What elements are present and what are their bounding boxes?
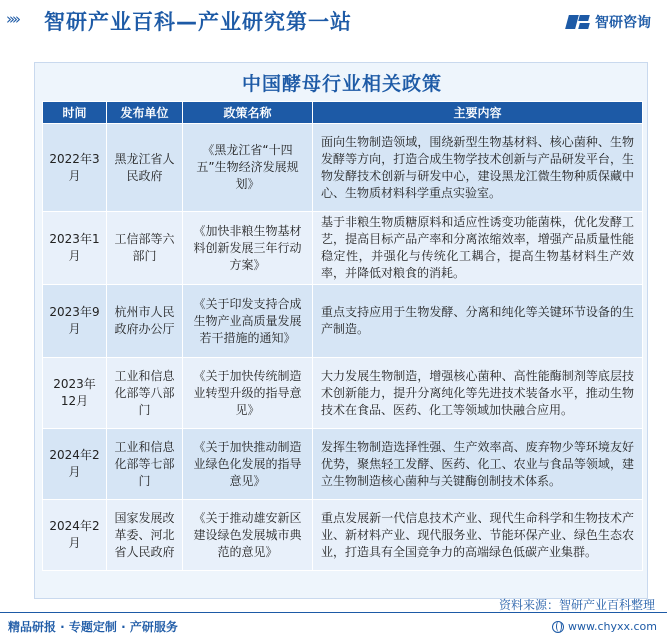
cell-content: 面向生物制造领域，围绕新型生物基材料、核心菌种、生物发酵等方向，打造合成生物学技术创新与产品研发平台，生物发酵技术创新与研发中心，建设黑龙江微生物种质保藏中心、生物质材料科学重点实验室。 <box>313 124 643 212</box>
table-header-row <box>43 102 643 124</box>
footer-services: 精品研报 · 专题定制 · 产研服务 <box>8 620 178 634</box>
table-row <box>43 500 643 571</box>
cell-time: 2023年9月 <box>43 285 107 358</box>
table-title: 中国酵母行业相关政策 <box>241 73 442 95</box>
table-row <box>43 285 643 358</box>
brand-logo-icon <box>567 13 591 31</box>
cell-policy-name: 《加快非粮生物基材料创新发展三年行动方案》 <box>183 212 313 285</box>
column-header-unit: 发布单位 <box>107 102 183 124</box>
page-header <box>0 0 667 44</box>
table-row <box>43 429 643 500</box>
data-source-note: 资料来源：智研产业百科整理 <box>498 598 655 612</box>
cell-content: 重点发展新一代信息技术产业、现代生命科学和生物技术产业、新材料产业、现代服务业、节能环保产业、绿色生态农业，打造具有全国竞争力的高端绿色低碳产业集群。 <box>313 500 643 571</box>
cell-policy-name: 《关于推动雄安新区建设绿色发展城市典范的意见》 <box>183 500 313 571</box>
cell-time: 2022年3月 <box>43 124 107 212</box>
cell-time: 2023年12月 <box>43 358 107 429</box>
cell-content: 基于非粮生物质糖原料和适应性诱变功能菌株，优化发酵工艺，提高目标产品产率和分离浓缩效率，增强产品质量性能稳定性，并强化与传统化工耦合，提高生物基材料生产效率，并降低对粮食的消耗。 <box>313 212 643 285</box>
table-row <box>43 212 643 285</box>
cell-content: 发挥生物制造选择性强、生产效率高、废弃物少等环境友好优势，聚焦轻工发酵、医药、化工、农业与食品等领域，建立生物制造核心菌种与关键酶创制技术体系。 <box>313 429 643 500</box>
cell-unit: 国家发展改革委、河北省人民政府 <box>107 500 183 571</box>
column-header-content: 主要内容 <box>313 102 643 124</box>
policy-table <box>42 101 643 571</box>
policy-card <box>34 62 648 599</box>
cell-unit: 杭州市人民政府办公厅 <box>107 285 183 358</box>
brand-name: 智研咨询 <box>595 15 651 31</box>
cell-content: 重点支持应用于生物发酵、分离和纯化等关键环节设备的生产制造。 <box>313 285 643 358</box>
cell-time: 2023年1月 <box>43 212 107 285</box>
cell-content: 大力发展生物制造，增强核心菌种、高性能酶制剂等底层技术创新能力，提升分离纯化等先进技术装备水平，推动生物技术在食品、医药、化工等领域加快融合应用。 <box>313 358 643 429</box>
footer-website[interactable] <box>552 620 657 633</box>
column-header-name: 政策名称 <box>183 102 313 124</box>
website-url[interactable]: www.chyxx.com <box>567 620 657 633</box>
cell-unit: 黑龙江省人民政府 <box>107 124 183 212</box>
brand-logo-group[interactable] <box>567 12 651 32</box>
site-title: 智研产业百科—产业研究第一站 <box>44 10 352 34</box>
chevrons-icon: ›››› <box>6 10 18 28</box>
cell-time: 2024年2月 <box>43 429 107 500</box>
column-header-time: 时间 <box>43 102 107 124</box>
table-row <box>43 358 643 429</box>
cell-unit: 工信部等六部门 <box>107 212 183 285</box>
table-row <box>43 124 643 212</box>
cell-policy-name: 《黑龙江省“十四五”生物经济发展规划》 <box>183 124 313 212</box>
cell-policy-name: 《关于加快推动制造业绿色化发展的指导意见》 <box>183 429 313 500</box>
cell-unit: 工业和信息化部等七部门 <box>107 429 183 500</box>
cell-time: 2024年2月 <box>43 500 107 571</box>
footer-divider <box>0 612 667 613</box>
cell-unit: 工业和信息化部等八部门 <box>107 358 183 429</box>
cell-policy-name: 《关于加快传统制造业转型升级的指导意见》 <box>183 358 313 429</box>
cell-policy-name: 《关于印发支持合成生物产业高质量发展若干措施的通知》 <box>183 285 313 358</box>
globe-icon <box>552 621 564 633</box>
